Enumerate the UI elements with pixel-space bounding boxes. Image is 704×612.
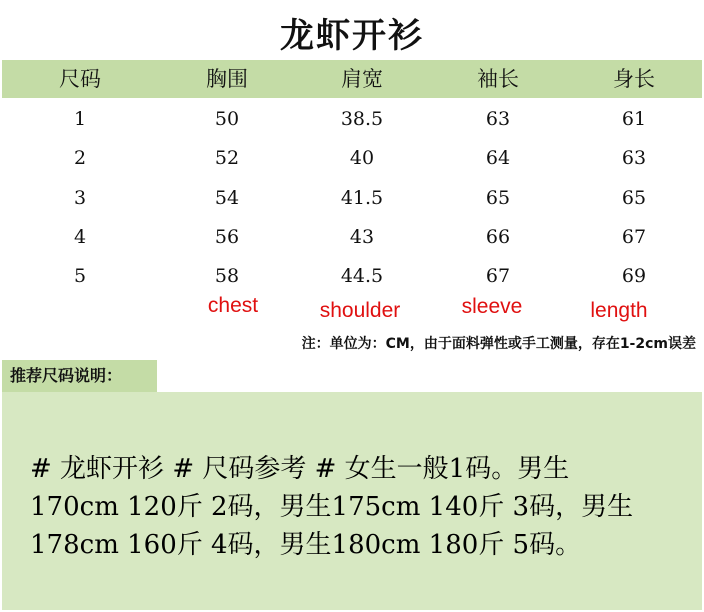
- table-cell: 65: [485, 187, 511, 209]
- table-cell: 3: [73, 187, 87, 209]
- english-label: length: [590, 299, 648, 322]
- column-header: 胸围: [206, 67, 248, 91]
- english-label: shoulder: [319, 299, 401, 322]
- description-text: [30, 450, 690, 564]
- table-cell: 56: [214, 226, 240, 248]
- table-cell: 1: [73, 108, 87, 130]
- table-cell: 64: [485, 147, 511, 169]
- table-cell: 38.5: [340, 108, 384, 130]
- table-cell: 5: [73, 265, 87, 287]
- table-cell: 63: [485, 108, 511, 130]
- table-cell: 54: [214, 187, 240, 209]
- table-cell: 43: [349, 226, 375, 248]
- column-header: 肩宽: [341, 67, 383, 91]
- page-title: 龙虾开衫: [280, 16, 424, 56]
- table-cell: 52: [214, 147, 240, 169]
- table-cell: 50: [214, 108, 240, 130]
- column-header: 袖长: [477, 67, 519, 91]
- table-cell: 63: [621, 147, 647, 169]
- english-label: sleeve: [461, 295, 523, 318]
- column-header: 尺码: [59, 67, 101, 91]
- english-label: chest: [207, 294, 259, 317]
- description-line: 178cm 160斤 4码，男生180cm 180斤 5码。: [30, 530, 582, 560]
- table-cell: 69: [621, 265, 647, 287]
- table-cell: 40: [349, 147, 375, 169]
- table-cell: 2: [73, 147, 87, 169]
- table-cell: 41.5: [340, 187, 384, 209]
- table-cell: 65: [621, 187, 647, 209]
- table-cell: 44.5: [340, 265, 384, 287]
- column-header: 身长: [613, 67, 655, 91]
- table-cell: 67: [621, 226, 647, 248]
- table-cell: 58: [214, 265, 240, 287]
- table-cell: 4: [73, 226, 87, 248]
- table-cell: 67: [485, 265, 511, 287]
- description-line: 170cm 120斤 2码，男生175cm 140斤 3码，男生: [30, 492, 634, 522]
- table-cell: 66: [485, 226, 511, 248]
- measurement-note: 注：单位为：CM，由于面料弹性或手工测量，存在1-2cm误差: [301, 336, 696, 352]
- description-line: # 龙虾开衫 # 尺码参考 # 女生一般1码。男生: [30, 454, 570, 484]
- table-cell: 61: [621, 108, 647, 130]
- description-tab: 推荐尺码说明：: [2, 360, 157, 392]
